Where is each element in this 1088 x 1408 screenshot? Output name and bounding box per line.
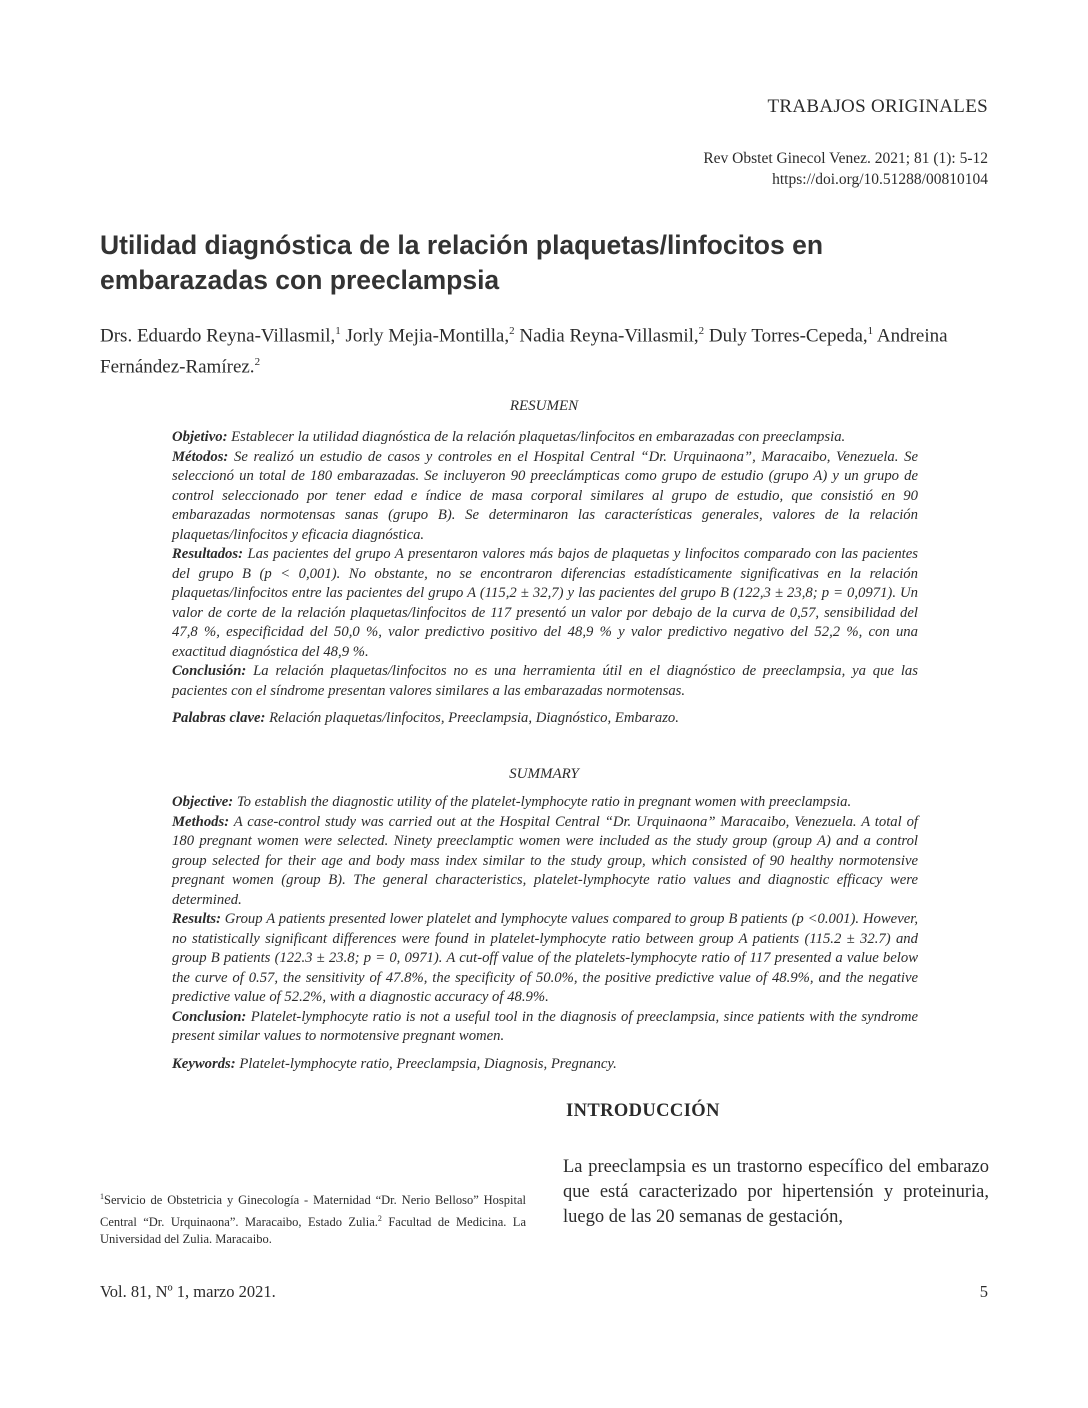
summary-keywords (172, 1055, 918, 1075)
author-affiliation-mark: 2 (698, 325, 705, 337)
affiliation-mark: 2 (377, 1213, 382, 1223)
author-list (100, 318, 990, 381)
summary-conclusion (172, 1008, 918, 1047)
resumen-keywords-label: Palabras clave: (172, 710, 266, 726)
footer-page-number: 5 (979, 1282, 988, 1301)
affiliations-footnote (100, 1188, 526, 1249)
summary-methods-text: A case-control study was carried out at the Hospital Central “Dr. Urquinaona” Maracaibo, Venezuela. A total of 180 pregnant women were selected. Ninety preeclamptic women were included as the study group (group A) and a control group selected for their age and body mass index similar to the study group, which consisted of 90 healthy normotensive pregnant women (group B). The general characteristics, platelet-lymphocyte ratio values and diagnostic efficacy were determined. (172, 813, 918, 908)
summary-objective (172, 793, 918, 813)
resumen-heading: RESUMEN (509, 398, 579, 414)
summary-conclusion-label: Conclusion: (172, 1008, 247, 1025)
affiliation-mark: 1 (100, 1192, 104, 1201)
resumen-keywords-text: Relación plaquetas/linfocitos, Preeclampsia, Diagnóstico, Embarazo. (265, 710, 679, 726)
resumen-keywords (172, 709, 918, 729)
author-name: Duly Torres-Cepeda, (708, 325, 868, 347)
resumen-conclusion-label: Conclusión: (172, 663, 247, 679)
resumen-metodos (172, 448, 918, 546)
resumen-objetivo-text: Establecer la utilidad diagnóstica de la relación plaquetas/linfocitos en embarazadas con preeclampsia. (227, 429, 846, 445)
summary-objective-label: Objective: (172, 794, 234, 810)
summary-objective-text: To establish the diagnostic utility of the platelet-lymphocyte ratio in pregnant women with preeclampsia. (233, 794, 852, 810)
resumen-objetivo-label: Objetivo: (172, 429, 228, 445)
resumen-metodos-text: Se realizó un estudio de casos y controles en el Hospital Central “Dr. Urquinaona”, Maracaibo, Venezuela. Se seleccionó un total de 180 embarazadas. Se incluyeron 90 preeclámpticas como grupo de estudio (grupo A) y un grupo de control seleccionado por tener edad e índice de masa corporal similares al grupo de estudio, que consistió en 90 embarazadas normotensas sanas (grupo B). Se determinaron las características generales, valores de la relación plaquetas/linfocitos y eficacia diagnóstica. (172, 448, 918, 543)
affiliation-text: Facultad de Medicina. La Universidad del Zulia. Maracaibo. (100, 1214, 526, 1247)
introduction-text: La preeclampsia es un trastorno específico del embarazo que está caracterizado por hipertensión y proteinuria, luego de las 20 semanas de gestación, (563, 1157, 989, 1227)
author-affiliation-mark: 2 (509, 325, 515, 337)
summary-results (172, 910, 918, 1008)
authors-prefix: Drs. (100, 325, 137, 347)
resumen-abstract (172, 428, 918, 729)
author-name: Jorly Mejia-Montilla, (345, 325, 510, 347)
summary-methods (172, 813, 918, 911)
author-affiliation-mark: 1 (335, 325, 341, 337)
resumen-resultados (172, 545, 918, 662)
journal-citation: Rev Obstet Ginecol Venez. 2021; 81 (1): 5-12 (703, 150, 988, 167)
author-affiliation-mark: 2 (254, 356, 261, 369)
doi-link[interactable]: https://doi.org/10.51288/00810104 (772, 171, 988, 188)
resumen-resultados-label: Resultados: (172, 546, 243, 562)
summary-keywords-text: Platelet-lymphocyte ratio, Preeclampsia, Diagnosis, Pregnancy. (235, 1055, 617, 1072)
author-affiliation-mark: 1 (867, 325, 874, 337)
author-name: Nadia Reyna-Villasmil, (519, 325, 699, 347)
article-title: Utilidad diagnóstica de la relación plaquetas/linfocitos en embarazadas con preeclampsia (100, 230, 824, 295)
summary-results-text: Group A patients presented lower platelet and lymphocyte values compared to group B patients (p <0.001). However, no statistically significant differences were found in platelet-lymphocyte ratio between group A patients (115.2 ± 32.7) and group B patients (122.3 ± 23.8; p = 0, 0971). A cut-off value of the platelets-lymphocyte ratio of 117 presented a value below the curve of 0.57, the sensitivity of 47.8%, the specificity of 50.0%, the positive predictive value of 48.9%, and the negative predictive value of 52.2%, with a diagnostic accuracy of 48.9%. (172, 911, 918, 1005)
resumen-conclusion (172, 662, 918, 701)
author-name: Andreina Fernández-Ramírez. (100, 325, 948, 378)
footer-volume: Vol. 81, Nº 1, marzo 2021. (100, 1282, 276, 1301)
section-label: TRABAJOS ORIGINALES (767, 96, 988, 117)
author-name: Eduardo Reyna-Villasmil, (136, 325, 336, 347)
resumen-conclusion-text: La relación plaquetas/linfocitos no es una herramienta útil en el diagnóstico de preeclampsia, ya que las pacientes con el síndrome presentan valores similares a las embarazadas normotensas. (172, 663, 918, 699)
summary-heading: SUMMARY (509, 766, 579, 782)
resumen-objetivo (172, 428, 918, 448)
summary-keywords-label: Keywords: (172, 1055, 236, 1072)
resumen-metodos-label: Métodos: (172, 448, 229, 465)
citation (703, 148, 988, 190)
affiliation-text: Servicio de Obstetricia y Ginecología - Maternidad “Dr. Nerio Belloso” Hospital Central “Dr. Urquinaona”. Maracaibo, Estado Zulia. (100, 1193, 526, 1229)
summary-conclusion-text: Platelet-lymphocyte ratio is not a useful tool in the diagnosis of preeclampsia, since patients with the syndrome present similar values to normotensive pregnant women. (172, 1008, 918, 1044)
summary-results-label: Results: (172, 911, 221, 927)
summary-methods-label: Methods: (172, 813, 230, 830)
introduction-heading: INTRODUCCIÓN (566, 1101, 720, 1121)
resumen-resultados-text: Las pacientes del grupo A presentaron valores más bajos de plaquetas y linfocitos comparado con las pacientes del grupo B (p < 0,001). No obstante, no se encontraron diferencias estadísticamente significativas en la relación plaquetas/linfocitos entre las pacientes del grupo A (115,2 ± 32,7) y las pacientes del grupo B (122,3 ± 23,8; p = 0,0971). Un valor de corte de la relación plaquetas/linfocitos de 117 presentó un valor por debajo de la curva de 0,57, sensibilidad del 47,8 %, especificidad del 50,0 %, valor predictivo positivo del 48,9 % y valor predictivo negativo del 52,2 %, con una exactitud diagnóstica del 48,9 %. (172, 546, 918, 660)
summary-abstract (172, 793, 918, 1074)
